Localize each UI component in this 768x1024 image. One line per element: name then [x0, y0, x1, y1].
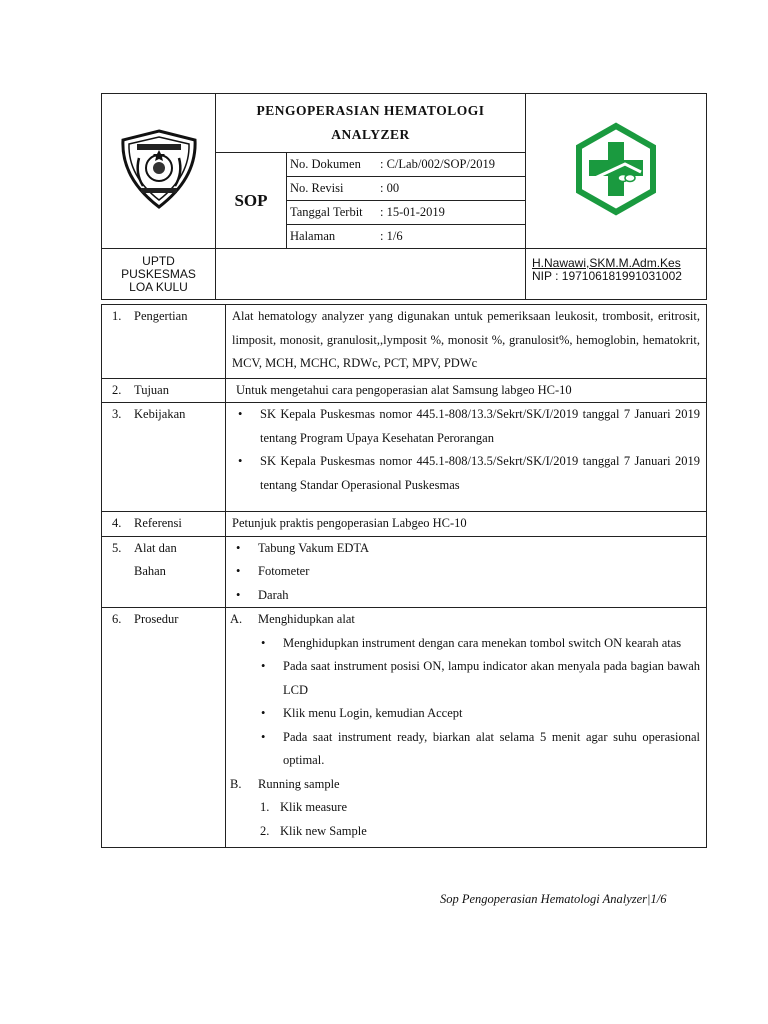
list-item: • SK Kepala Puskesmas nomor 445.1-808/13.5/Sekrt/SK/I/2019 tanggal 7 Januari 2019 tentang Standar Operasional Puskesmas [260, 450, 700, 497]
list-item: • SK Kepala Puskesmas nomor 445.1-808/13.3/Sekrt/SK/I/2019 tanggal 7 Januari 2019 tentang Program Upaya Kesehatan Perorangan [260, 403, 700, 450]
list-item: • Fotometer [258, 560, 700, 584]
row-alat-bahan: 5. Alat dan Bahan • Tabung Vakum EDTA • Fotometer • Darah [102, 536, 707, 608]
puskesmas-logo-icon [569, 122, 663, 216]
sop-header-table [101, 93, 707, 300]
meta-revision: No. Revisi : 00 [287, 177, 526, 201]
row-prosedur: 6. Prosedur A. Menghidupkan alat • Menghidupkan instrument dengan cara menekan tombol switch ON kearah atas • Pada saat instrument posisi ON, lampu indicator akan menyala pada bagian bawah LCD • Klik menu Login, kemudian Accept • Pada saat instrument ready, biarkan alat selama 5 menit agar suhu operasional optimal. B. Running sample 1. Klik measure 2. Klik new Sample [102, 608, 707, 848]
alat-bahan-list [232, 537, 700, 608]
signer-name: H.Nawawi,SKM.M.Adm.Kes [532, 256, 681, 270]
regency-emblem-icon [117, 128, 201, 210]
kebijakan-list [232, 403, 700, 497]
row-referensi: 4. Referensi Petunjuk praktis pengoperasian Labgeo HC-10 [102, 512, 707, 537]
meta-issue-date: Tanggal Terbit : 15-01-2019 [287, 201, 526, 225]
prosedur-b-list [230, 796, 700, 847]
page-footer: Sop Pengoperasian Hematologi Analyzer|1/6 [440, 892, 667, 906]
signer-nip: NIP : 197106181991031002 [532, 269, 682, 283]
regency-logo-cell [102, 94, 216, 249]
list-item: • Klik menu Login, kemudian Accept [283, 702, 700, 726]
row-pengertian: 1. Pengertian Alat hematology analyzer yang digunakan untuk pemeriksaan leukosit, trombosit, eritrosit, limposit, monosit, granulosit,,lymposit %, monosit %, granulosit%, hemoglobin, hematokrit, MCV, MCH, MCHC, RDWc, PCT, MPV, PDWc [102, 305, 707, 379]
row-tujuan: 2. Tujuan Untuk mengetahui cara pengoperasian alat Samsung labgeo HC-10 [102, 378, 707, 403]
sop-label: SOP [216, 153, 287, 249]
document-title: PENGOPERASIAN HEMATOLOGI ANALYZER [216, 94, 526, 153]
list-item: • Tabung Vakum EDTA [258, 537, 700, 561]
list-item: 1. Klik measure [260, 800, 347, 814]
list-item: • Pada saat instrument ready, biarkan alat selama 5 menit agar suhu operasional optimal. [283, 726, 700, 773]
prosedur-a-list [230, 632, 700, 773]
row-kebijakan: 3. Kebijakan • SK Kepala Puskesmas nomor 445.1-808/13.3/Sekrt/SK/I/2019 tanggal 7 Januari 2019 tentang Program Upaya Kesehatan Perorangan • SK Kepala Puskesmas nomor 445.1-808/13.5/Sekrt/SK/I/2019 tanggal 7 Januari 2019 tentang Standar Operasional Puskesmas [102, 403, 707, 512]
organization-name: UPTD PUSKESMAS LOA KULU [102, 249, 216, 300]
signer-block [526, 249, 707, 300]
list-item: 2. Klik new Sample [260, 823, 367, 838]
sop-content-table [101, 304, 707, 848]
prosedur-step-a: A. Menghidupkan alat [230, 612, 355, 626]
tujuan-text: Untuk mengetahui cara pengoperasian alat Samsung labgeo HC-10 [226, 378, 707, 403]
list-item: • Darah [258, 584, 700, 608]
puskesmas-logo-cell [526, 94, 707, 249]
meta-page: Halaman : 1/6 [287, 225, 526, 249]
blank-cell [216, 249, 526, 300]
meta-document-number: No. Dokumen : C/Lab/002/SOP/2019 [287, 153, 526, 177]
list-item: • Pada saat instrument posisi ON, lampu indicator akan menyala pada bagian bawah LCD [283, 655, 700, 702]
list-item: • Menghidupkan instrument dengan cara menekan tombol switch ON kearah atas [283, 632, 700, 656]
prosedur-step-b: B. Running sample [230, 776, 340, 791]
referensi-text: Petunjuk praktis pengoperasian Labgeo HC-10 [226, 512, 707, 537]
pengertian-text: Alat hematology analyzer yang digunakan untuk pemeriksaan leukosit, trombosit, eritrosit, limposit, monosit, granulosit,,lymposit %, monosit %, granulosit%, hemoglobin, hematokrit, MCV, MCH, MCHC, RDWc, PCT, MPV, PDWc [226, 305, 707, 379]
